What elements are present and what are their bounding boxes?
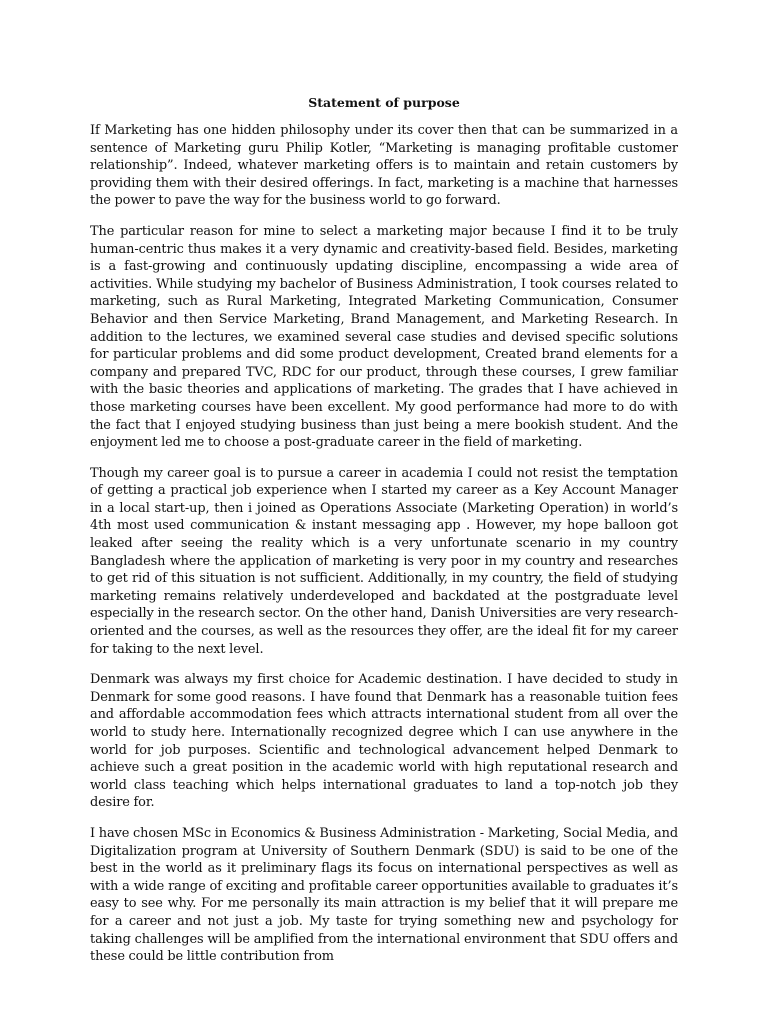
paragraph-2: The particular reason for mine to select a marketing major because I find it to be truly human-centric thus makes it a very dynamic and creativity-based field. Besides, marketing is a fast-growing and continuously updating discipline, encompassing a wide area of activities. While studying my bachelor of Business Administration, I took courses related to marketing, such as Rural Marketing, Integrated Marketing Communication, Consumer Behavior and then Service Marketing, Brand Management, and Marketing Research. In addition to the lectures, we examined several case studies and devised specific solutions for particular problems and did some product development, Created brand elements for a company and prepared TVC, RDC for our product, through these courses, I grew familiar with the basic theories and applications of marketing. The grades that I have achieved in those marketing courses have been excellent. My good performance had more to do with the fact that I enjoyed studying business than just being a mere bookish student. And the enjoyment led me to choose a post-graduate career in the field of marketing. <box>90 223 678 451</box>
paragraph-5: I have chosen MSc in Economics & Business Administration - Marketing, Social Media, and Digitalization program at University of Southern Denmark (SDU) is said to be one of the best in the world as it preliminary flags its focus on international perspectives as well as with a wide range of exciting and profitable career opportunities available to graduates it’s easy to see why. For me personally its main attraction is my belief that it will prepare me for a career and not just a job. My taste for trying something new and psychology for taking challenges will be amplified from the international environment that SDU offers and these could be little contribution from <box>90 825 678 965</box>
paragraph-1: If Marketing has one hidden philosophy under its cover then that can be summarized in a sentence of Marketing guru Philip Kotler, “Marketing is managing profitable customer relationship”. Indeed, whatever marketing offers is to maintain and retain customers by providing them with their desired offerings. In fact, marketing is a machine that harnesses the power to pave the way for the business world to go forward. <box>90 123 678 209</box>
paragraph-4: Denmark was always my first choice for Academic destination. I have decided to study in Denmark for some good reasons. I have found that Denmark has a reasonable tuition fees and affordable accommodation fees which attracts international student from all over the world to study here. Internationally recognized degree which I can use anywhere in the world for job purposes. Scientific and technological advancement helped Denmark to achieve such a great position in the academic world with high reputational research and world class teaching which helps international graduates to land a top-notch job they desire for. <box>90 672 678 811</box>
document-title: Statement of purpose <box>308 95 460 110</box>
document-page <box>90 95 678 979</box>
paragraph-3: Though my career goal is to pursue a career in academia I could not resist the temptation of getting a practical job experience when I started my career as a Key Account Manager in a local start-up, then i joined as Operations Associate (Marketing Operation) in world’s 4th most used communication & instant messaging app . However, my hope balloon got leaked after seeing the reality which is a very unfortunate scenario in my country Bangladesh where the application of marketing is very poor in my country and researches to get rid of this situation is not sufficient. Additionally, in my country, the field of studying marketing remains relatively underdeveloped and backdated at the postgraduate level especially in the research sector. On the other hand, Danish Universities are very research-oriented and the courses, as well as the resources they offer, are the ideal fit for my career for taking to the next level. <box>90 465 678 657</box>
